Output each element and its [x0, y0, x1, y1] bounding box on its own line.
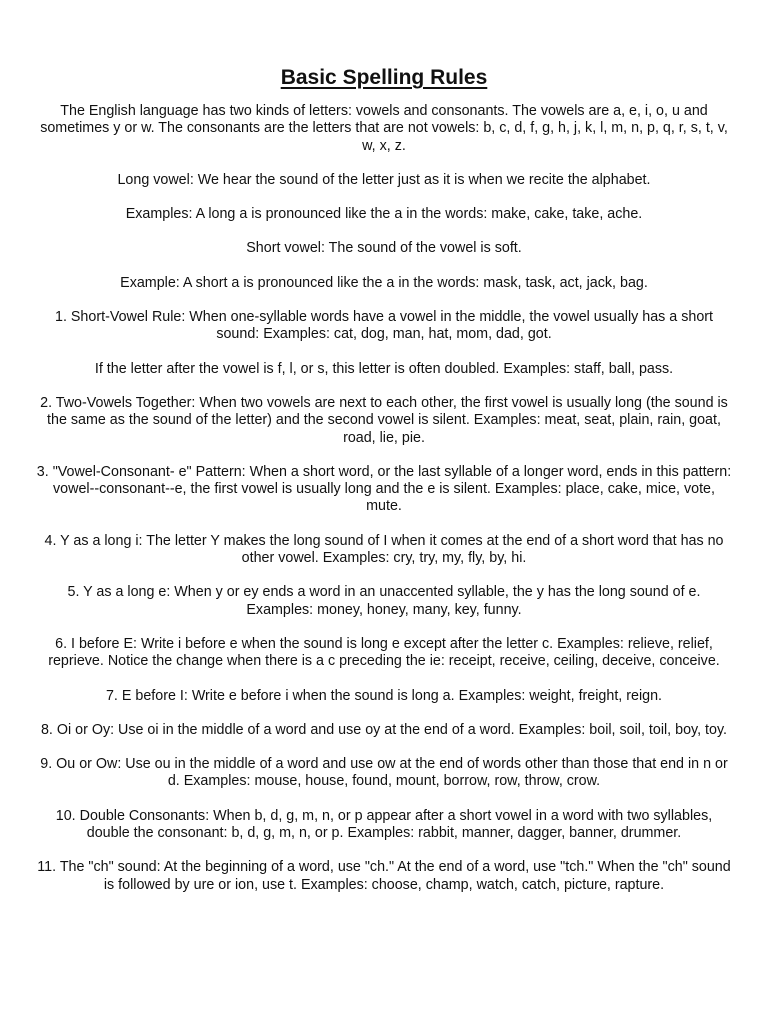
rule-6-i-before-e: 6. I before E: Write i before e when the sound is long e except after the letter c. Examples: relieve, relief, reprieve. Notice the change when there is a c preceding the ie: receipt, receive, ceiling, deceive, conceive. — [48, 635, 720, 670]
document-title: Basic Spelling Rules — [280, 66, 488, 89]
paragraph-intro: The English language has two kinds of letters: vowels and consonants. The vowels are a, e, i, o, u and sometimes y or w. The consonants are the letters that are not vowels: b, c, d, f, g, h, j, k, l, m, n, p, q, r, s, t, v, w, x, z. — [40, 103, 728, 154]
rule-10-double-consonants: 10. Double Consonants: When b, d, g, m, n, or p appear after a short vowel in a word with two syllables, double the consonant: b, d, g, m, n, or p. Examples: rabbit, manner, dagger, banner, drummer. — [55, 807, 713, 842]
rule-4-y-long-i: 4. Y as a long i: The letter Y makes the long sound of I when it comes at the end of a short word that has no other vowel. Examples: cry, try, my, fly, by, hi. — [44, 532, 724, 567]
rule-1-short-vowel: 1. Short-Vowel Rule: When one-syllable words have a vowel in the middle, the vowel usually has a short sound: Examples: cat, dog, man, hat, mom, dad, got. — [55, 309, 713, 343]
rule-2-two-vowels: 2. Two-Vowels Together: When two vowels are next to each other, the first vowel is usually long (the sound is the same as the sound of the letter) and the second vowel is silent. Examples: meat, seat, plain, rain, goat, road, lie, pie. — [40, 394, 728, 446]
rule-8-oi-oy: 8. Oi or Oy: Use oi in the middle of a word and use oy at the end of a word. Examples: boil, soil, toil, boy, toy. — [40, 721, 728, 738]
paragraph-short-vowel: Short vowel: The sound of the vowel is soft. — [246, 240, 522, 257]
rule-11-ch-sound: 11. The "ch" sound: At the beginning of a word, use "ch." At the end of a word, use "tch." When the "ch" sound is followed by ure or ion, use t. Examples: choose, champ, watch, catch, picture, rapture. — [37, 859, 731, 893]
paragraph-long-vowel: Long vowel: We hear the sound of the letter just as it is when we recite the alphabet. — [117, 171, 651, 188]
paragraph-short-vowel-example: Example: A short a is pronounced like the a in the words: mask, task, act, jack, bag. — [120, 274, 648, 291]
rule-5-y-long-e: 5. Y as a long e: When y or ey ends a word in an unaccented syllable, the y has the long sound of e. Examples: money, honey, many, key, funny. — [67, 584, 701, 618]
paragraph-long-vowel-examples: Examples: A long a is pronounced like the a in the words: make, cake, take, ache. — [125, 206, 643, 223]
rule-9-ou-ow: 9. Ou or Ow: Use ou in the middle of a word and use ow at the end of words other than those that end in n or d. Examples: mouse, house, found, mount, borrow, row, throw, crow. — [40, 756, 728, 790]
rule-3-vowel-consonant-e: 3. "Vowel-Consonant- e" Pattern: When a short word, or the last syllable of a longer word, ends in this pattern: vowel--consonant--e, the first vowel is usually long and the e is silent. Examples: place, cake, mice, vote, mute. — [36, 463, 732, 515]
rule-7-e-before-i: 7. E before I: Write e before i when the sound is long a. Examples: weight, freight, reign. — [105, 687, 663, 704]
rule-1-doubling-note: If the letter after the vowel is f, l, or s, this letter is often doubled. Examples: staff, ball, pass. — [94, 360, 674, 377]
